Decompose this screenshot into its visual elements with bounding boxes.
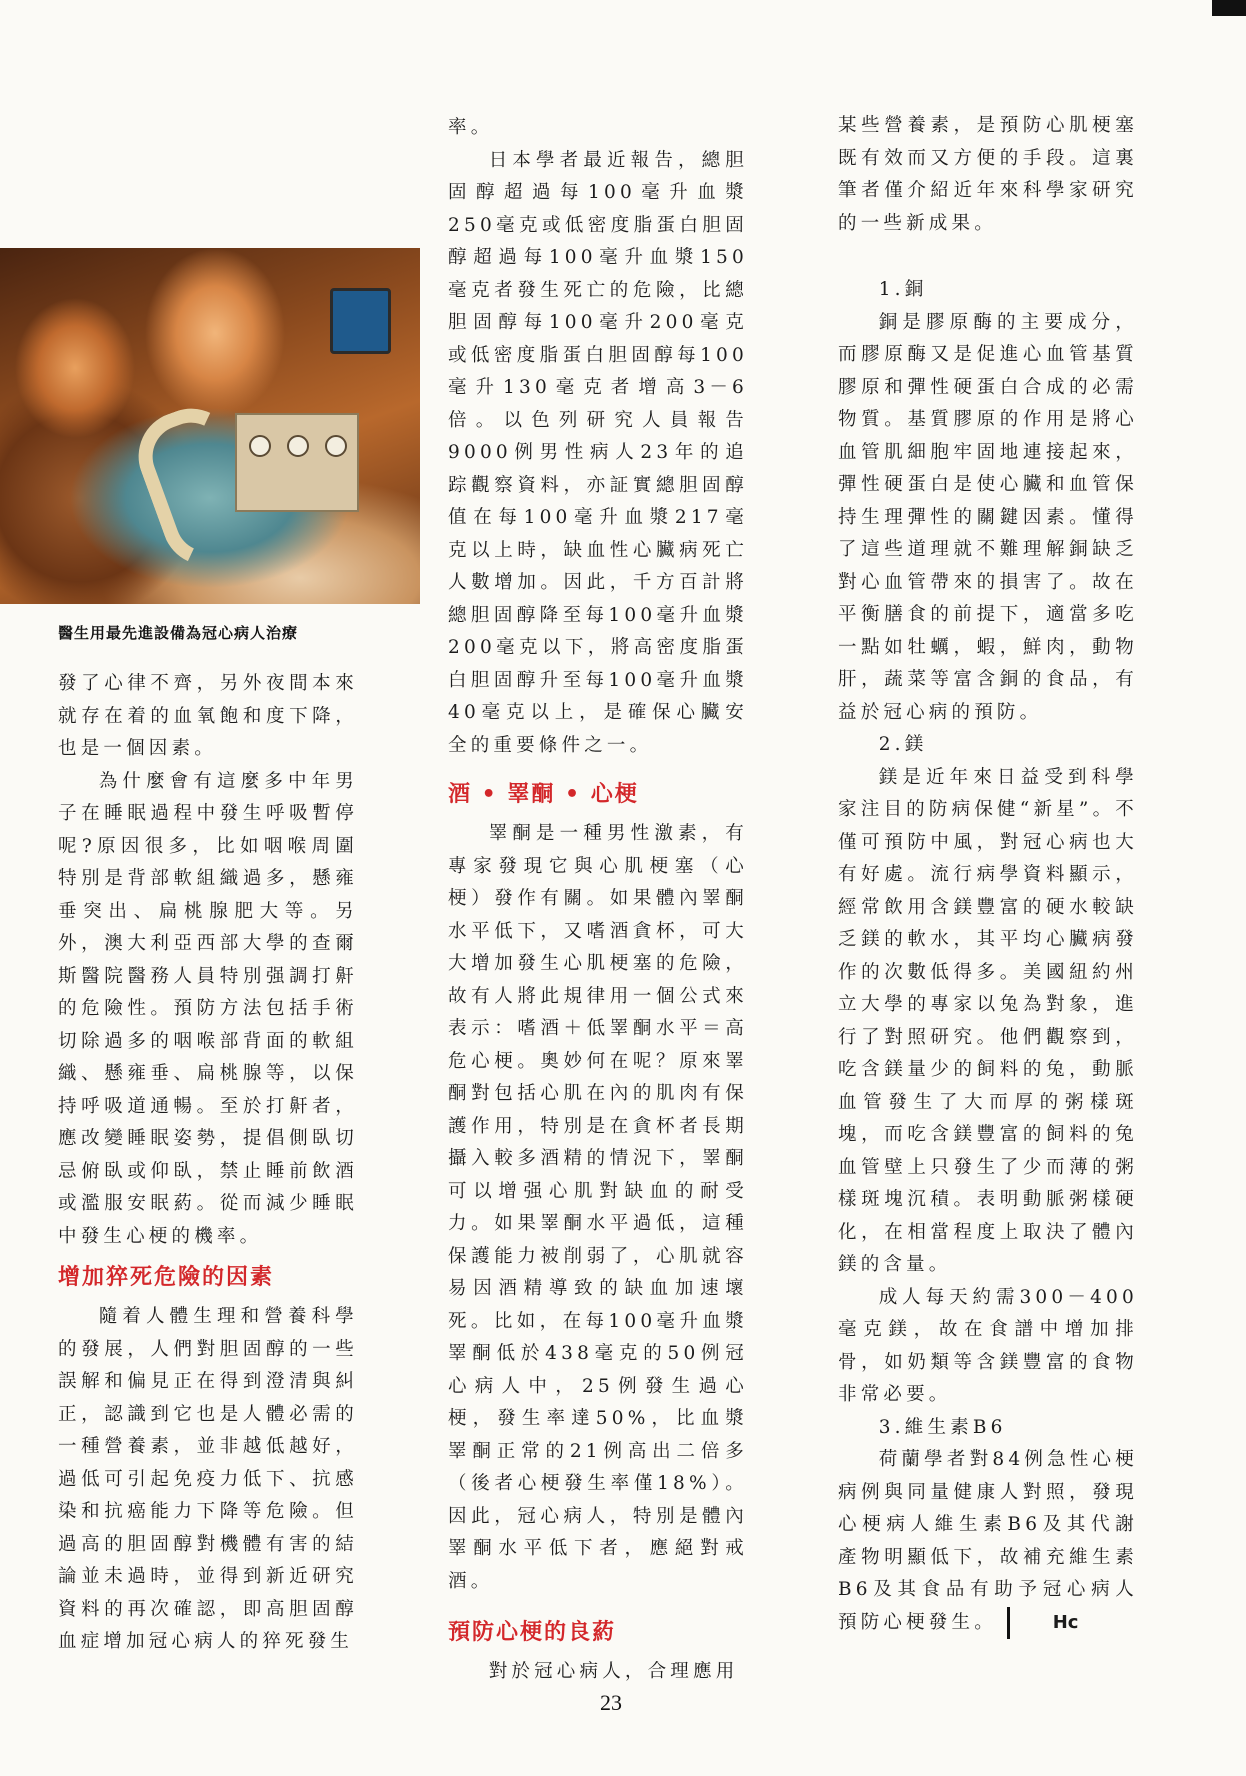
paragraph: 日本學者最近報告，總胆固醇超過每100毫升血漿250毫克或低密度脂蛋白胆固醇超過每100毫升血漿150毫克者發生死亡的危險，比總胆固醇每100毫升200毫克或低密度脂蛋白胆固醇每100毫升130毫克者增高3－6倍。以色列研究人員報告9000例男性病人23年的追踪觀察資料，亦証實總胆固醇值在每100毫升血漿217毫克以上時，缺血性心臟病死亡人數增加。因此，千方百計將總胆固醇降至每100毫升血漿200毫克以下，將高密度脂蛋白胆固醇升至每100毫升血漿40毫克以上，是確保心臟安全的重要條件之一。	[448, 149, 748, 756]
corner-mark	[1212, 0, 1246, 16]
paragraph: 率。	[448, 117, 494, 138]
paragraph	[838, 1444, 1138, 1639]
section-heading: 增加猝死危險的因素	[58, 1265, 275, 1290]
paragraph: 對於冠心病人，合理應用	[488, 1661, 739, 1682]
section-heading: 酒 • 睪酮 • 心梗	[448, 782, 639, 807]
subheading-vitamin-b6: 3.維生素B6	[878, 1416, 1007, 1438]
monitor-device	[330, 288, 391, 354]
column-2	[448, 112, 748, 1689]
subheading-copper: 1.銅	[878, 279, 928, 300]
magazine-logo: Hc	[1007, 1607, 1078, 1640]
photo-caption: 醫生用最先進設備為冠心病人治療	[58, 624, 299, 642]
paragraph: 成人每天約需300－400毫克鎂，故在食譜中增加排骨，如奶類等含鎂豐富的食物非常必要。	[838, 1286, 1138, 1405]
paragraph-text: 荷蘭學者對84例急性心梗病例與同量健康人對照，發現心梗病人維生素B6及其代謝產物明顯低下，故補充維生素B6及其食品有助予冠心病人預防心梗發生。	[838, 1449, 1138, 1633]
page-number: 23	[600, 1690, 622, 1715]
paragraph: 鎂是近年來日益受到科學家注目的防病保健“新星”。不僅可預防中風，對冠心病也大有好處。流行病學資料顯示，經常飲用含鎂豐富的硬水較缺乏鎂的軟水，其平均心臟病發作的次數低得多。美國紐約州立大學的專家以兔為對象，進行了對照研究。他們觀察到，吃含鎂量少的飼料的兔，動脈血管發生了大而厚的粥樣斑塊，而吃含鎂豐富的飼料的兔血管壁上只發生了少而薄的粥樣斑塊沉積。表明動脈粥樣硬化，在相當程度上取決了體內鎂的含量。	[838, 766, 1138, 1275]
paragraph: 隨着人體生理和營養科學的發展，人們對胆固醇的一些誤解和偏見正在得到澄清與糾正，認識到它也是人體必需的一種營養素，並非越低越好，過低可引起免疫力低下、抗感染和抗癌能力下降等危險。但過高的胆固醇對機體有害的結論並未過時，並得到新近研究資料的再次確認，即高胆固醇血症增加冠心病人的猝死發生	[58, 1306, 358, 1652]
paragraph: 為什麼會有這麼多中年男子在睡眠過程中發生呼吸暫停呢?原因很多，比如咽喉周圍特別是背部軟組織過多，懸雍垂突出、扁桃腺肥大等。另外，澳大利亞西部大學的查爾斯醫院醫務人員特別强調打鼾的危險性。預防方法包括手術切除過多的咽喉部背面的軟組織、懸雍垂、扁桃腺等，以保持呼吸道通暢。至於打鼾者，應改變睡眠姿勢，提倡側臥切忌俯臥或仰臥，禁止睡前飲酒或濫服安眠葯。從而減少睡眠中發生心梗的機率。	[58, 770, 358, 1247]
column-3	[838, 110, 1138, 1639]
paragraph: 發了心律不齊，另外夜間本來就存在着的血氧飽和度下降，也是一個因素。	[58, 673, 358, 759]
subheading-magnesium: 2.鎂	[878, 734, 928, 755]
section-heading: 預防心梗的良葯	[448, 1620, 617, 1645]
paragraph: 銅是膠原酶的主要成分，而膠原酶又是促進心血管基質膠原和彈性硬蛋白合成的必需物質。基質膠原的作用是將心血管肌細胞牢固地連接起來，彈性硬蛋白是使心臟和血管保持生理彈性的關鍵因素。懂得了這些道理就不難理解銅缺乏對心血管帶來的損害了。故在平衡膳食的前提下，適當多吃一點如牡蠣，蝦，鮮肉，動物肝，蔬菜等富含銅的食品，有益於冠心病的預防。	[838, 311, 1138, 723]
paragraph: 睪酮是一種男性激素，有專家發現它與心肌梗塞（心梗）發作有關。如果體內睪酮水平低下，又嗜酒貪杯，可大大增加發生心肌梗塞的危險，故有人將此規律用一個公式來表示：嗜酒＋低睪酮水平＝高危心梗。奧妙何在呢？原來睪酮對包括心肌在內的肌肉有保護作用，特別是在貪杯者長期攝入較多酒精的情況下，睪酮可以增强心肌對缺血的耐受力。如果睪酮水平過低，這種保護能力被削弱了，心肌就容易因酒精導致的缺血加速壞死。比如，在每100毫升血漿睪酮低於438毫克的50例冠心病人中，25例發生過心梗，發生率達50%，比血漿睪酮正常的21例高出二倍多（後者心梗發生率僅18%）。因此，冠心病人，特別是體內睪酮水平低下者，應絕對戒酒。	[448, 823, 748, 1592]
paragraph: 某些營養素，是預防心肌梗塞既有效而又方便的手段。這裏筆者僅介紹近年來科學家研究的一些新成果。	[838, 115, 1138, 234]
column-1	[58, 668, 358, 1659]
photo-doctors-treating-patient	[0, 248, 420, 604]
